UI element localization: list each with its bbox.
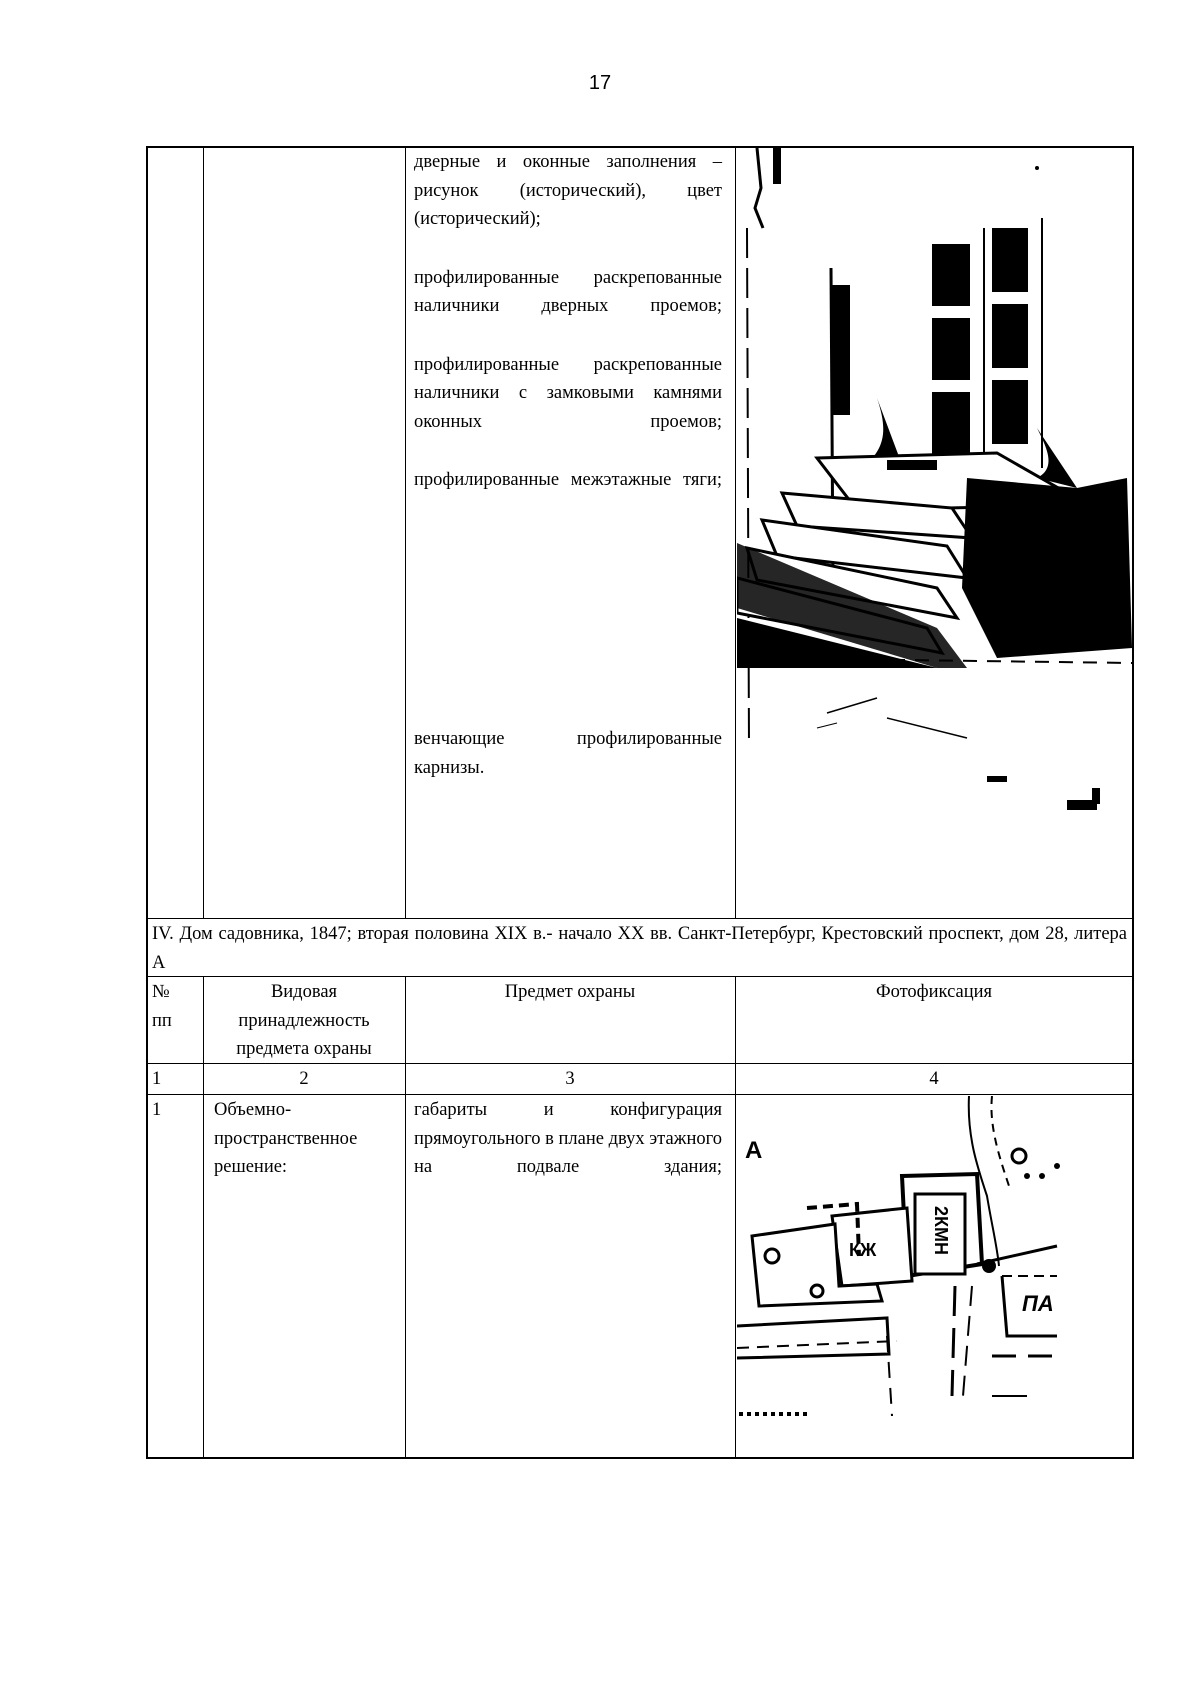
table-border-bottom	[146, 1457, 1134, 1459]
row-number: 1	[152, 1100, 162, 1120]
header-photo: Фотофиксация	[875, 982, 993, 1002]
page-number: 17	[588, 72, 612, 94]
column-number: 1	[152, 1069, 162, 1089]
facade-photo	[737, 148, 1132, 918]
feature-paragraph: профилированные раскрепованные наличники с замковыми камнями оконных проемов;	[414, 354, 722, 432]
row-subject	[414, 1096, 722, 1182]
site-plan-image	[737, 1096, 1132, 1456]
site-plan	[737, 1096, 1132, 1456]
table-border-right	[1132, 146, 1134, 1459]
plan-letter: А	[745, 1137, 763, 1164]
table-border-left	[146, 146, 148, 1459]
feature-paragraph: профилированные раскрепованные наличники дверных проемов;	[414, 267, 722, 316]
header-number: № пп	[152, 982, 172, 1031]
header-category: Видовая принадлежность предмета охраны	[236, 982, 372, 1059]
heritage-table	[146, 146, 1134, 1459]
column-number: 4	[929, 1069, 939, 1089]
col-divider	[405, 976, 406, 1459]
row-category: Объемно-пространственное решение:	[214, 1100, 358, 1177]
col-divider	[405, 146, 406, 918]
col-divider	[735, 146, 736, 918]
col-divider	[203, 976, 204, 1459]
col-divider	[735, 976, 736, 1459]
plan-label-2kmn: 2КМН	[931, 1206, 951, 1255]
row-divider	[146, 918, 1134, 919]
header-subject: Предмет охраны	[504, 982, 636, 1002]
plan-label-kzh: КЖ	[849, 1240, 877, 1260]
plan-label-pa: ПА	[1022, 1291, 1054, 1316]
column-number: 2	[299, 1069, 309, 1089]
column-number: 3	[565, 1069, 575, 1089]
row-subject-text: габариты и конфигурация прямоугольного в плане двух этажного на подвале здания;	[414, 1100, 722, 1177]
protection-subject-list	[414, 148, 722, 525]
feature-paragraph: дверные и оконные заполнения – рисунок (исторический), цвет (исторический);	[414, 152, 722, 229]
object-heading: IV. Дом садовника, 1847; вторая половина XIX в.- начало XX вв. Санкт-Петербург, Крестовский проспект, дом 28, литера А	[152, 924, 1127, 973]
row-divider	[146, 1094, 1134, 1095]
feature-paragraph: венчающие профилированные карнизы.	[414, 729, 722, 778]
feature-paragraph: профилированные межэтажные тяги;	[414, 470, 722, 490]
col-divider	[203, 146, 204, 918]
facade-photo-image	[737, 148, 1132, 918]
